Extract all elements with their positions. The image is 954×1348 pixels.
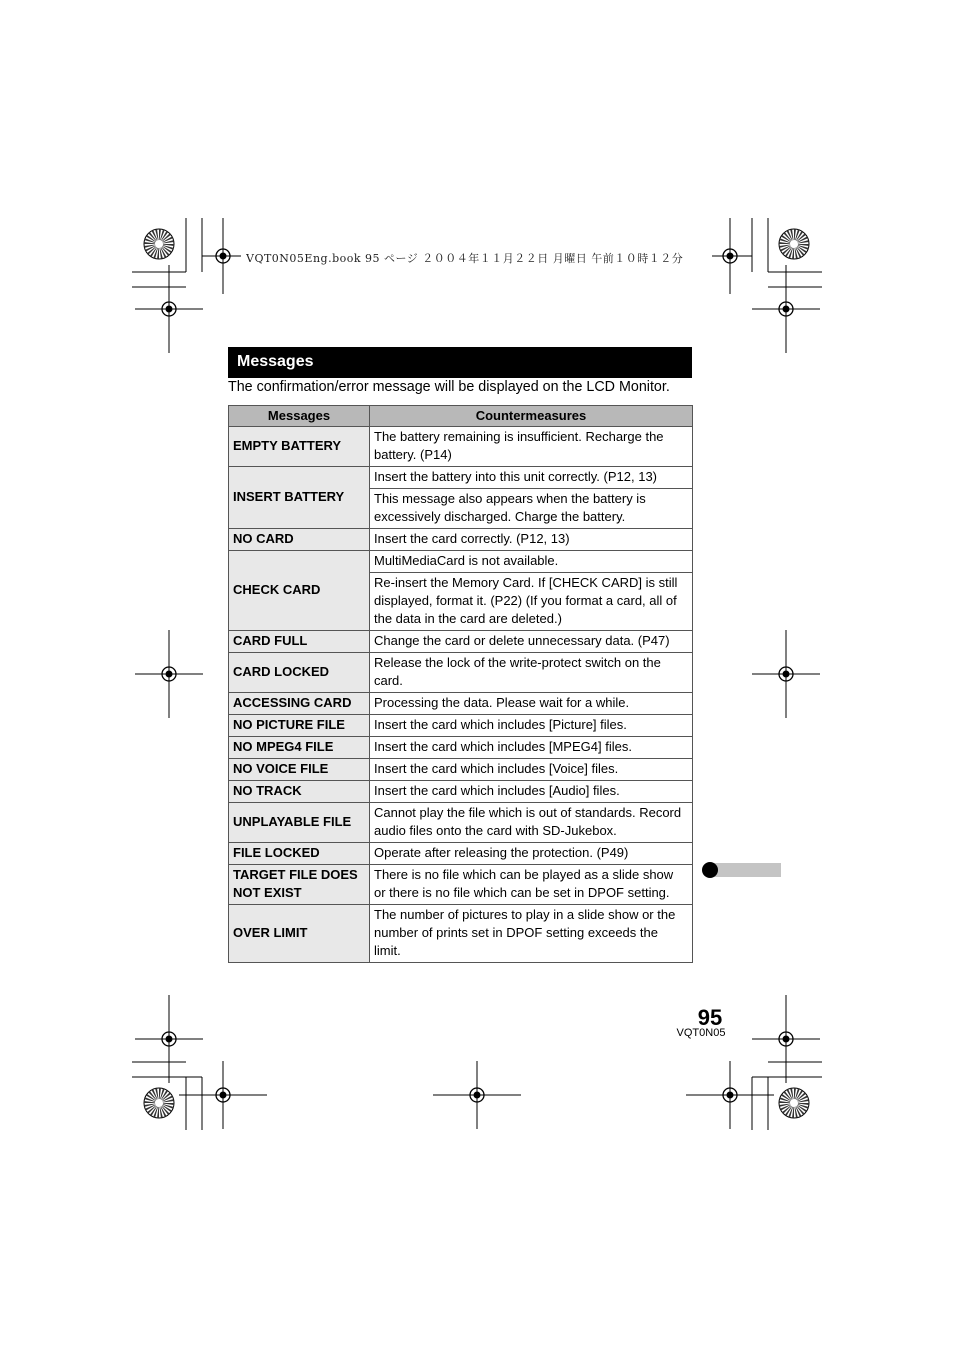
column-header-countermeasures: Countermeasures <box>370 406 693 427</box>
table-row <box>229 905 693 963</box>
countermeasure-cell: Change the card or delete unnecessary data. (P47) <box>370 631 693 653</box>
tab-marker-bar <box>710 863 781 877</box>
table-row <box>229 737 693 759</box>
messages-table <box>228 405 693 963</box>
countermeasure-cell: The number of pictures to play in a slide show or the number of prints set in DPOF setting exceeds the limit. <box>370 905 693 963</box>
message-cell: ACCESSING CARD <box>229 693 370 715</box>
tab-marker-dot-icon <box>702 862 718 878</box>
message-cell: INSERT BATTERY <box>229 467 370 529</box>
countermeasure-cell: Insert the card which includes [Audio] files. <box>370 781 693 803</box>
table-row <box>229 759 693 781</box>
table-row <box>229 781 693 803</box>
table-row <box>229 653 693 693</box>
countermeasure-cell: This message also appears when the battery is excessively discharged. Charge the battery. <box>370 489 693 529</box>
message-cell: CHECK CARD <box>229 551 370 631</box>
registration-mark-icon <box>752 995 820 1083</box>
countermeasure-cell: Release the lock of the write-protect switch on the card. <box>370 653 693 693</box>
table-row <box>229 693 693 715</box>
table-row <box>229 803 693 843</box>
table-row <box>229 427 693 467</box>
page-number: 95 <box>697 1005 723 1030</box>
registration-mark-icon <box>135 265 203 353</box>
message-cell: OVER LIMIT <box>229 905 370 963</box>
table-row <box>229 715 693 737</box>
countermeasure-cell: Cannot play the file which is out of standards. Record audio files onto the card with SD-Jukebox. <box>370 803 693 843</box>
message-cell: NO MPEG4 FILE <box>229 737 370 759</box>
table-row <box>229 467 693 489</box>
countermeasure-cell: Insert the card correctly. (P12, 13) <box>370 529 693 551</box>
color-wheel-icon <box>779 1088 809 1118</box>
registration-mark-icon <box>752 630 820 718</box>
table-row <box>229 865 693 905</box>
color-wheel-icon <box>144 229 174 259</box>
countermeasure-cell: The battery remaining is insufficient. Recharge the battery. (P14) <box>370 427 693 467</box>
message-cell: TARGET FILE DOES NOT EXIST <box>229 865 370 905</box>
table-header-row <box>229 406 693 427</box>
color-wheel-icon <box>779 229 809 259</box>
countermeasure-cell: Insert the battery into this unit correctly. (P12, 13) <box>370 467 693 489</box>
message-cell: CARD LOCKED <box>229 653 370 693</box>
countermeasure-cell: Insert the card which includes [Picture] files. <box>370 715 693 737</box>
registration-mark-icon <box>686 1061 774 1129</box>
message-cell: NO VOICE FILE <box>229 759 370 781</box>
message-cell: UNPLAYABLE FILE <box>229 803 370 843</box>
registration-mark-icon <box>752 265 820 353</box>
section-intro: The confirmation/error message will be displayed on the LCD Monitor. <box>228 379 670 395</box>
registration-mark-icon <box>433 1061 521 1129</box>
message-cell: FILE LOCKED <box>229 843 370 865</box>
countermeasure-cell: MultiMediaCard is not available. <box>370 551 693 573</box>
section-heading: Messages <box>228 347 692 378</box>
registration-mark-icon <box>135 995 203 1083</box>
message-cell: CARD FULL <box>229 631 370 653</box>
countermeasure-cell: Insert the card which includes [Voice] files. <box>370 759 693 781</box>
registration-mark-icon <box>179 1061 267 1129</box>
countermeasure-cell: There is no file which can be played as a slide show or there is no file which can be set in DPOF setting. <box>370 865 693 905</box>
message-cell: EMPTY BATTERY <box>229 427 370 467</box>
column-header-messages: Messages <box>229 406 370 427</box>
message-cell: NO CARD <box>229 529 370 551</box>
print-header-line: VQT0N05Eng.book 95 ページ ２００４年１１月２２日 月曜日 午前１０時１２分 <box>246 252 684 265</box>
table-row <box>229 529 693 551</box>
model-code: VQT0N05 <box>676 1027 726 1039</box>
color-wheel-icon <box>144 1088 174 1118</box>
registration-mark-icon <box>135 630 203 718</box>
countermeasure-cell: Re-insert the Memory Card. If [CHECK CARD] is still displayed, format it. (P22) (If you format a card, all of the data in the card are deleted.) <box>370 573 693 631</box>
table-body <box>229 427 693 963</box>
table-row <box>229 843 693 865</box>
message-cell: NO PICTURE FILE <box>229 715 370 737</box>
countermeasure-cell: Insert the card which includes [MPEG4] files. <box>370 737 693 759</box>
tab-marker <box>702 862 782 878</box>
message-cell: NO TRACK <box>229 781 370 803</box>
countermeasure-cell: Processing the data. Please wait for a while. <box>370 693 693 715</box>
table-row <box>229 551 693 573</box>
table-row <box>229 631 693 653</box>
countermeasure-cell: Operate after releasing the protection. (P49) <box>370 843 693 865</box>
